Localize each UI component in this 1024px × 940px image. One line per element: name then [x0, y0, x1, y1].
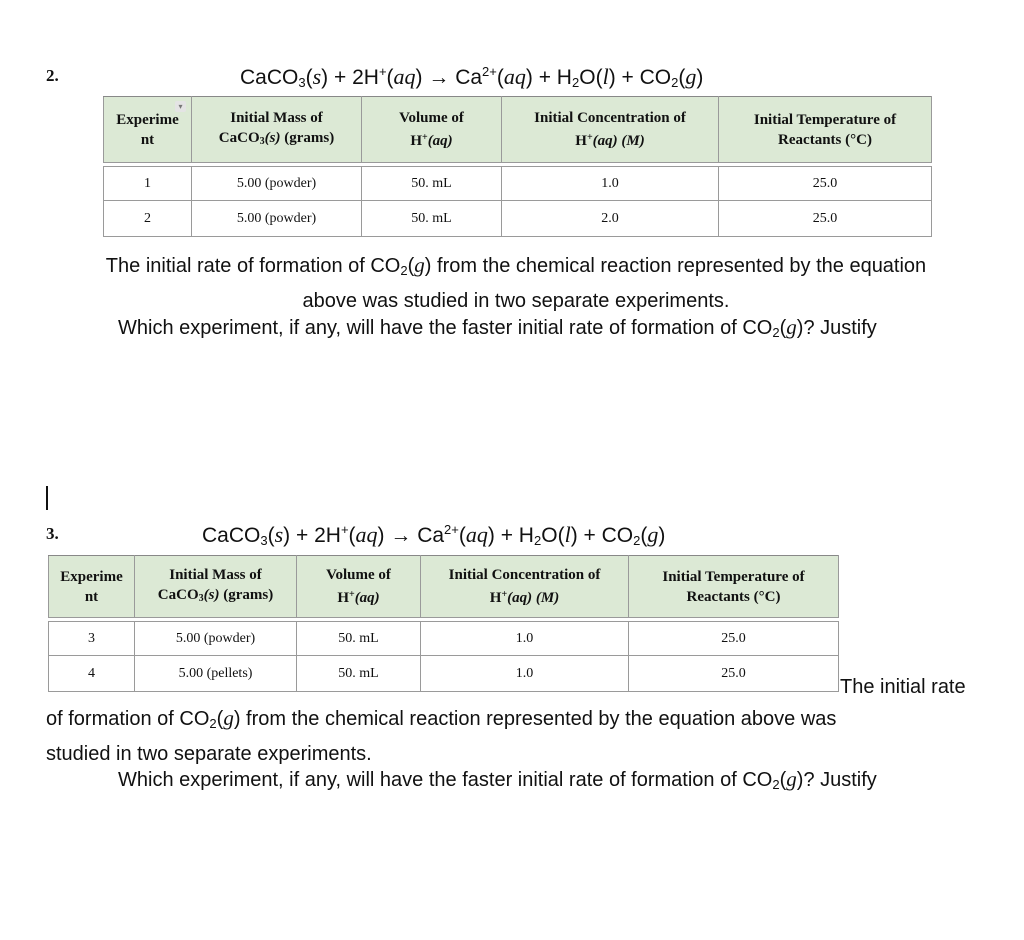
- table-row: 3 5.00 (powder) 50. mL 1.0 25.0: [49, 622, 839, 656]
- header-initial-mass: Initial Mass of CaCO$_3$(s) (grams): [192, 97, 362, 163]
- question-q2: Which experiment, if any, will have the faster initial rate of formation of $CO_2(g)$? Justify: [118, 315, 877, 340]
- question-number-3: 3.: [46, 524, 59, 543]
- header-experiment: Experime nt: [49, 556, 135, 618]
- table-row: 4 5.00 (pellets) 50. mL 1.0 25.0: [49, 656, 839, 692]
- experiment-table-q2: [103, 96, 932, 237]
- table-row: 1 5.00 (powder) 50. mL 1.0 25.0: [104, 167, 932, 201]
- header-experiment: Experime nt: [104, 97, 192, 163]
- header-initial-mass: Initial Mass of CaCO$_3$(s) (grams): [135, 556, 297, 618]
- text-cursor: [46, 486, 48, 510]
- header-volume: Volume of H+(aq): [297, 556, 421, 618]
- paragraph-q3-tail: The initial rate: [840, 676, 966, 698]
- table-header-row: [49, 556, 839, 618]
- equation-q2: CaCO$_3$(s) + $2H^+(aq) \to Ca^{2+}(aq) + H_2O(l) + CO_2(g)$: [240, 64, 704, 90]
- header-volume: Volume of H+(aq): [362, 97, 502, 163]
- question-q3: Which experiment, if any, will have the faster initial rate of formation of $CO_2(g)$? Justify: [118, 767, 877, 792]
- chevron-down-icon[interactable]: ▾: [175, 101, 186, 112]
- paragraph-q2: The initial rate of formation of $CO_2(g)$ from the chemical reaction represented by the equation above was studied in two separate experiments.: [105, 253, 927, 312]
- header-temperature: Initial Temperature of Reactants (°C): [719, 97, 932, 163]
- question-number-2: 2.: [46, 66, 59, 85]
- header-concentration: Initial Concentration of H+(aq) (M): [421, 556, 629, 618]
- table-row: 2 5.00 (powder) 50. mL 2.0 25.0: [104, 201, 932, 237]
- experiment-table-q3: [48, 555, 839, 692]
- equation-q3: CaCO$_3$(s) + $2H^+(aq) \to Ca^{2+}(aq) + H_2O(l) + CO_2(g)$: [202, 522, 666, 548]
- paragraph-q3: of formation of $CO_2(g)$ from the chemical reaction represented by the equation above was studied in two separate experiments.: [46, 706, 837, 765]
- table-header-row: [104, 97, 932, 163]
- header-concentration: Initial Concentration of H+(aq) (M): [502, 97, 719, 163]
- header-temperature: Initial Temperature of Reactants (°C): [629, 556, 839, 618]
